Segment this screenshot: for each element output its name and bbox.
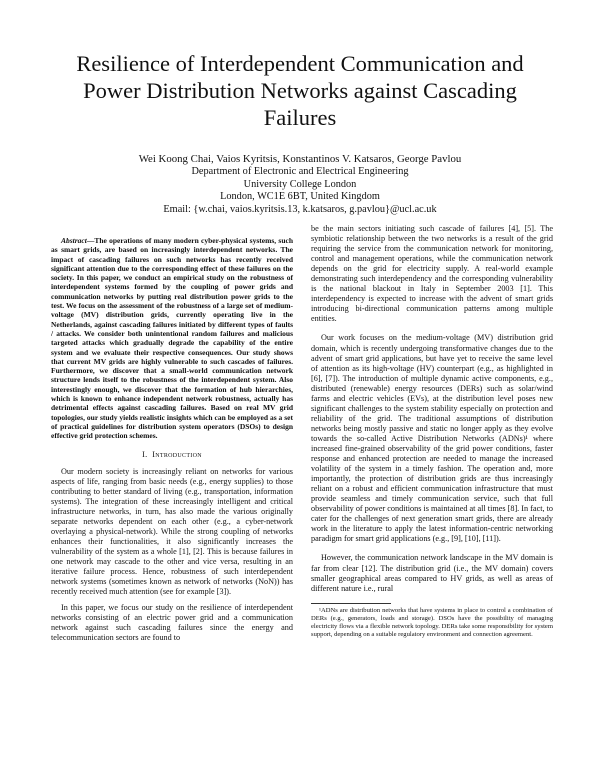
section-name: Introduction: [152, 449, 202, 459]
body-paragraph: Our modern society is increasingly reliant on networks for various aspects of life, ranging from basic needs (e.g., energy supplies) to those contributing to better standard of living (e.g., transportation, information systems). The integration of these increasingly intelligent and critical infrastructure networks, in turn, has also made the various originally separate networks dependent on each other (e.g., a cyber-network overlaying a physical-network). While the strong coupling of networks enhances their functionalities, it also significantly increases the vulnerability of the system as a whole [1], [2]. This is because failures in one network may cascade to the other and vice versa, resulting in an iterative failure process. Hence, robustness of such interdependent network systems (sometimes known as network of networks (NoN)) has recently received much attention (see for example [3]).: [51, 466, 293, 597]
author-university: University College London: [243, 178, 357, 190]
body-paragraph: In this paper, we focus our study on the resilience of interdependent networks consisting of an electric power grid and a communication network against such cascading failures since the energy and telecommunication sectors are found to: [51, 603, 293, 643]
author-department: Department of Electronic and Electrical Engineering: [191, 166, 409, 178]
body-paragraph: Our work focuses on the medium-voltage (MV) distribution grid domain, which is recently undergoing transformative changes due to the advent of smart grid applications, but have yet to receive the same level of attention as its high-voltage (HV) counterpart (e.g., as highlighted in [6], [7]). The introduction of multiple dynamic active components, e.g., distributed (renewable) energy resources (DERs) such as solar/wind farms and electric vehicles (EVs), at the distribution level poses new significant challenges to the system stability especially on protection and reliability of the grid. The traditional assumptions of distribution networks being mostly passive and static no longer apply as they evolve towards the so-called Active Distribution Networks (ADNs)¹ where increased fine-grained observability of the grid power conditions, faster response and enhanced protection are needed to manage the increased volatility of the system in a timely fashion. The operation and, more importantly, the protection of distribution grids are thus increasingly reliant on a robust and efficient communication infrastructure that must provide seamless and timely communication service, such that full observability of power conditions is maintained at all times [8]. In fact, to cater for the challenges of next generation smart grids, there are already work in the literature to apply the latest information-centric networking paradigm for smart grid applications (e.g., [9], [10], [11]).: [311, 333, 553, 544]
body-paragraph: be the main sectors initiating such cascade of failures [4], [5]. The symbiotic relationship between the two networks is a result of the grid requiring the service from the communication network for monitoring, control and management operations, while the communication network depends on the grid for electricity supply. A real-world example demonstrating such interdependency and the corresponding vulnerability is the national blackout in Italy in September 2003 [1]. This interdependency is expected to increase with the advent of smart grids introducing bi-directional communication patterns among multiple entities.: [311, 224, 553, 324]
author-names: Wei Koong Chai, Vaios Kyritsis, Konstantinos V. Katsaros, George Pavlou: [138, 153, 462, 165]
title-line: Resilience of Interdependent Communication and: [76, 51, 524, 76]
author-email: Email: {w.chai, vaios.kyritsis.13, k.katsaros, g.pavlou}@ucl.ac.uk: [163, 203, 437, 215]
author-block: [40, 153, 560, 216]
left-column: [51, 236, 293, 649]
title-line: Power Distribution Networks against Cascading: [83, 78, 517, 103]
footnote-rule: [311, 603, 391, 604]
paper-title: [40, 50, 560, 131]
abstract-lead: Abstract: [61, 236, 87, 245]
right-column: [311, 224, 553, 639]
abstract: [51, 236, 293, 441]
footnote: ¹ADNs are distribution networks that have systems in place to control a combination of DERs (e.g., generators, loads and storage). DSOs have the possibility of managing electricity flows via a flexible network topology. DERs take some responsibility for system support, depending on a suitable regulatory environment and connection agreement.: [311, 606, 553, 638]
section-numeral: I.: [142, 449, 148, 459]
author-address: London, WC1E 6BT, United Kingdom: [220, 191, 380, 203]
section-heading: [51, 450, 293, 460]
abstract-text: —The operations of many modern cyber-physical systems, such as smart grids, are based on increasingly interdependent networks. The impact of cascading failures on such networks has recently received significant attention due to the corresponding effect of these failures on the society. In this paper, we conduct an empirical study on the robustness of interdependent systems formed by the coupling of power grids and communication networks by putting real distribution power grids to the test. We focus on the assessment of the robustness of a large set of medium-voltage (MV) distribution grids, currently operating live in the Netherlands, against cascading failures initiated by different types of faults / attacks. We consider both unintentional random failures and malicious targeted attacks which gradually degrade the capability of the entire system and we evaluate their respective consequences. Our study shows that current MV grids are highly vulnerable to such cascades of failures. Furthermore, we discover that a small-world communication network structure lends itself to the robustness of the interdependent system. Also interestingly enough, we discover that the formation of hub hierarchies, which is known to enhance independent network robustness, actually has detrimental effects against cascading failures. Based on real MV grid topologies, our study yields realistic insights which can be employed as a set of practical guidelines for distribution system operators (DSOs) to design effective grid protection schemes.: [51, 236, 293, 441]
title-line: Failures: [263, 105, 337, 130]
body-paragraph: However, the communication network landscape in the MV domain is far from clear [12]. The distribution grid (i.e., the MV domain) covers smaller geographical areas compared to HV grids, as well as areas of different nature i.e., rural: [311, 553, 553, 593]
